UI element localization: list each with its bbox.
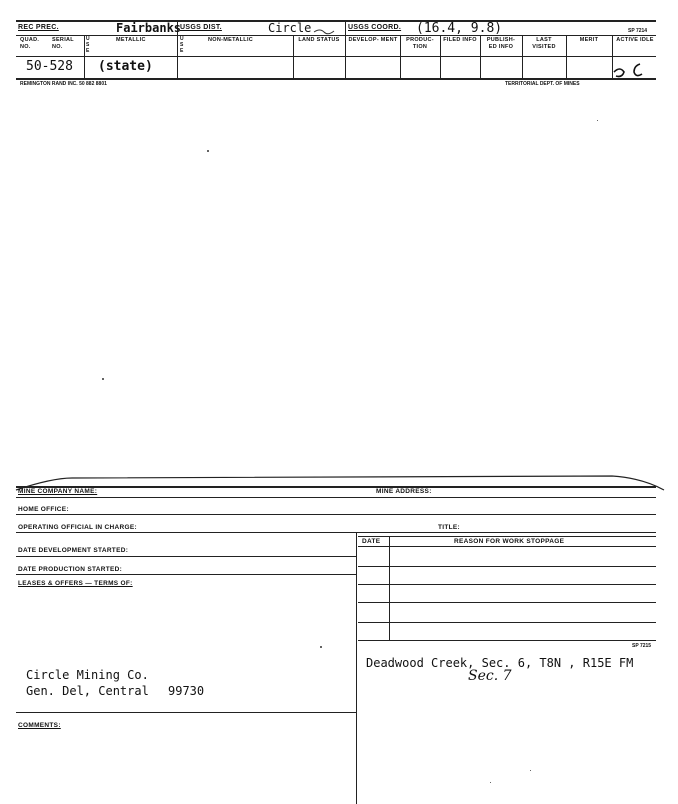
reason-header: REASON FOR WORK STOPPAGE <box>454 538 565 545</box>
handwritten-scribble <box>312 26 342 36</box>
mine-location: Deadwood Creek, Sec. 6, T8N , R15E FM <box>366 656 634 670</box>
date-header: DATE <box>362 538 381 545</box>
speck <box>320 646 322 648</box>
speck <box>597 120 598 121</box>
speck <box>102 378 104 380</box>
company-zip: 99730 <box>168 684 205 698</box>
printer-imprint: REMINGTON RAND INC. 50 882 8801 <box>20 81 107 87</box>
mine-company-name-label: MINE COMPANY NAME: <box>18 488 98 495</box>
date-development-label: DATE DEVELOPMENT STARTED: <box>18 547 129 554</box>
rec-prec-value: Fairbanks <box>116 21 182 35</box>
col-quad-no: QUAD. NO. <box>20 37 40 50</box>
bottom-form-number: SP 7215 <box>632 643 652 649</box>
col-non-metallic: NON-METALLIC <box>208 37 254 43</box>
home-office-label: HOME OFFICE: <box>18 506 69 513</box>
usgs-dist-label: USGS DIST. <box>180 24 222 31</box>
usgs-coord-value: (16.4, 9.8) <box>416 21 503 36</box>
card-edge <box>12 470 668 494</box>
col-active-idle: ACTIVE IDLE <box>616 37 654 43</box>
col-filed-info: FILED INFO <box>443 37 477 43</box>
col-merit: MERIT <box>579 37 599 43</box>
company-address: Gen. Del, Central <box>26 684 149 698</box>
top-form-number: SP 7214 <box>628 28 648 34</box>
quad-serial-value: 50-528 <box>26 59 73 74</box>
rec-prec-label: REC PREC. <box>18 24 59 31</box>
col-use-1: U S E <box>86 36 90 54</box>
col-serial-no: SERIAL NO. <box>52 37 74 50</box>
company-name: Circle Mining Co. <box>26 668 149 682</box>
col-metallic: METALLIC <box>116 37 146 43</box>
col-development: DEVELOP- MENT <box>348 37 398 43</box>
date-production-label: DATE PRODUCTION STARTED: <box>18 566 123 573</box>
mine-address-label: MINE ADDRESS: <box>376 488 432 495</box>
leases-label: LEASES & OFFERS — TERMS OF: <box>18 580 133 587</box>
speck <box>207 150 209 152</box>
col-published-info: PUBLISH- ED INFO <box>486 37 516 50</box>
usgs-dist-value: Circle <box>268 21 312 35</box>
comments-label: COMMENTS: <box>18 722 61 729</box>
handwritten-section-note: Sec. 7 <box>468 668 512 684</box>
col-use-2: U S E <box>180 36 184 54</box>
operating-official-label: OPERATING OFFICIAL IN CHARGE: <box>18 524 137 531</box>
speck <box>530 770 531 771</box>
col-production: PRODUC- TION <box>406 37 434 50</box>
col-last-visited: LAST VISITED <box>532 37 556 50</box>
handwritten-mark <box>600 58 656 82</box>
col-land-status: LAND STATUS <box>298 37 340 43</box>
metallic-value: (state) <box>98 59 153 74</box>
department-name: TERRITORIAL DEPT. OF MINES <box>505 81 580 87</box>
title-label: TITLE: <box>438 524 461 531</box>
speck <box>490 782 491 783</box>
usgs-coord-label: USGS COORD. <box>348 24 402 31</box>
